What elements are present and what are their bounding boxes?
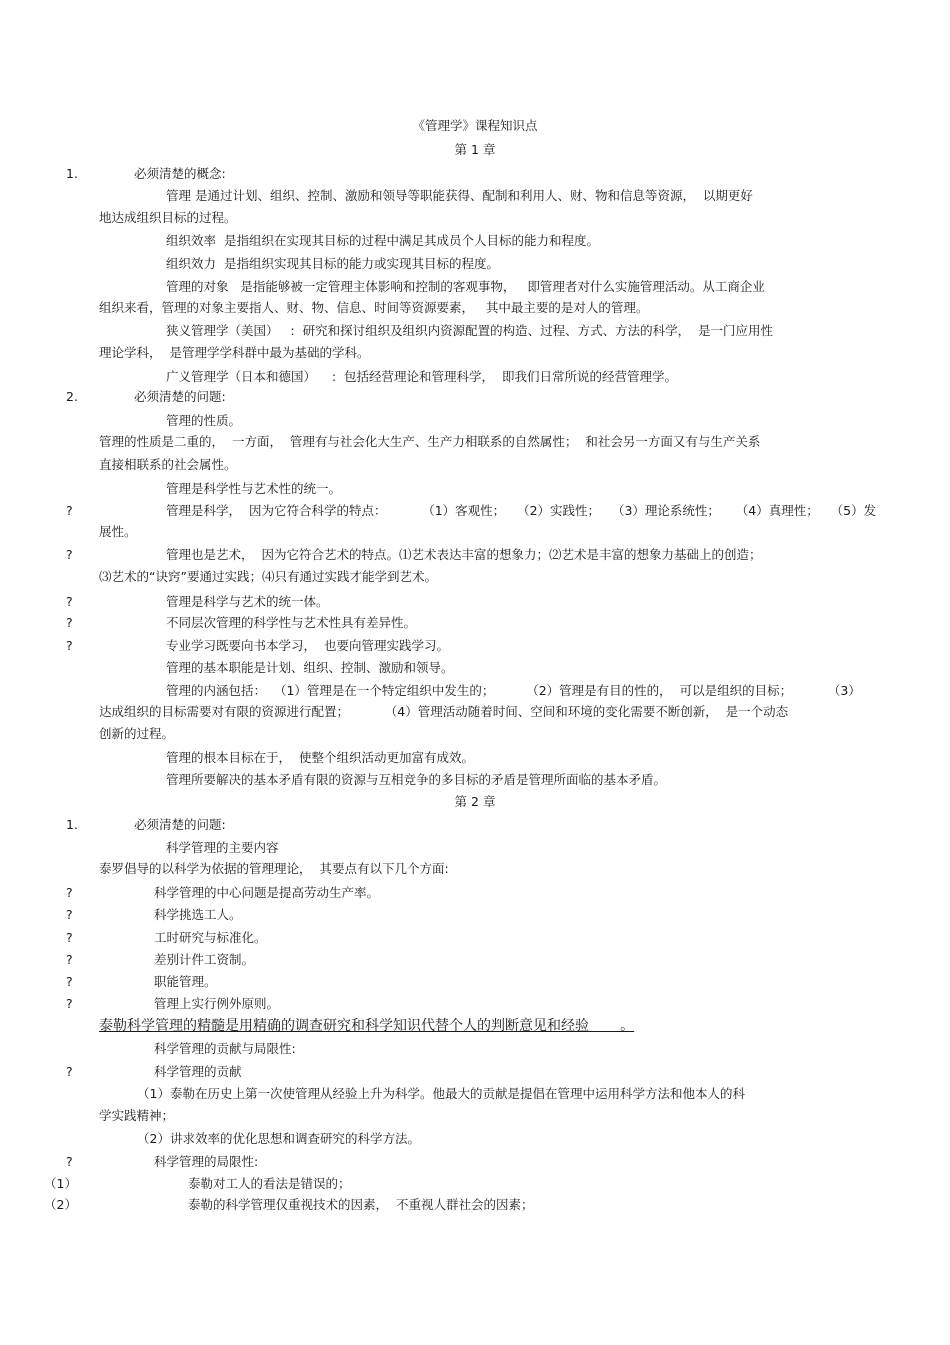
bullet-text: 不同层次管理的科学性与艺术性具有差异性。	[166, 615, 417, 630]
bullet-marker: ?	[66, 1064, 73, 1079]
list-item: 职能管理。	[154, 974, 217, 989]
section-number: 1.	[66, 166, 78, 181]
numbered-text: 泰勒的科学管理仅重视技术的因素， 不重视人群社会的因素；	[188, 1197, 534, 1212]
bullet-marker: ?	[66, 996, 73, 1011]
paragraph-line: 理论学科， 是管理学学科群中最为基础的学科。	[99, 345, 370, 360]
paragraph-line: 管理的性质。	[166, 413, 242, 428]
list-item: 差别计件工资制。	[154, 952, 255, 967]
paragraph-line: 组织来看，管理的对象主要指人、财、物、信息、时间等资源要素， 其中最主要的是对人的管理。	[99, 300, 649, 315]
bullet-text: 管理是科学与艺术的统一体。	[166, 594, 329, 609]
document-title: 《管理学》课程知识点	[412, 118, 538, 133]
section-title: 必须清楚的概念:	[134, 166, 226, 181]
section-title: 必须清楚的问题:	[134, 817, 226, 832]
paragraph-line: 组织效力 是指组织实现其目标的能力或实现其目标的程度。	[166, 256, 499, 271]
numbered-marker: （1）	[44, 1176, 77, 1191]
section-number: 2.	[66, 389, 78, 404]
bullet-marker: ?	[66, 615, 73, 630]
bullet-marker: ?	[66, 930, 73, 945]
list-item: 工时研究与标准化。	[154, 930, 267, 945]
list-item: 科学挑选工人。	[154, 907, 242, 922]
bullet-text: 专业学习既要向书本学习， 也要向管理实践学习。	[166, 638, 449, 653]
section-number: 1.	[66, 817, 78, 832]
paragraph-line: 管理 是通过计划、组织、控制、激励和领导等职能获得、配制和利用人、财、物和信息等资源， 以期更好	[166, 188, 753, 203]
underlined-statement: 泰勒科学管理的精髓是用精确的调查研究和科学知识代替个人的判断意见和经验 。	[99, 1018, 635, 1034]
bullet-text: 展性。	[99, 524, 137, 539]
list-item: 管理上实行例外原则。	[154, 996, 280, 1011]
paragraph-line: 直接相联系的社会属性。	[99, 457, 237, 472]
bullet-text: ⑶艺术的“诀窍”要通过实践；⑷只有通过实践才能学到艺术。	[99, 569, 437, 584]
bullet-marker: ?	[66, 974, 73, 989]
paragraph-line: 创新的过程。	[99, 726, 175, 741]
paragraph-line: （2）讲求效率的优化思想和调查研究的科学方法。	[137, 1131, 420, 1146]
paragraph-line: 泰罗倡导的以科学为依据的管理理论， 其要点有以下几个方面:	[99, 861, 449, 876]
paragraph-line: 管理的根本目标在于， 使整个组织活动更加富有成效。	[166, 750, 474, 765]
paragraph-line: 科学管理的主要内容	[166, 840, 279, 855]
paragraph-line: 地达成组织目标的过程。	[99, 210, 237, 225]
paragraph-line: 组织效率 是指组织在实现其目标的过程中满足其成员个人目标的能力和程度。	[166, 233, 599, 248]
paragraph-line: 管理的对象 是指能够被一定管理主体影响和控制的客观事物， 即管理者对什么实施管理活动。从工商企业	[166, 279, 765, 294]
bullet-marker: ?	[66, 638, 73, 653]
paragraph-line: 管理的基本职能是计划、组织、控制、激励和领导。	[166, 660, 454, 675]
paragraph-line: 广义管理学（日本和德国） : 包括经营理论和管理科学， 即我们日常所说的经营管理学。	[166, 369, 678, 384]
bullet-text: 管理是科学， 因为它符合科学的特点： （1）客观性； （2）实践性； （3）理论系统性； （4）真理性； （5）发	[166, 503, 877, 518]
bullet-text: 管理也是艺术， 因为它符合艺术的特点。⑴艺术表达丰富的想象力；⑵艺术是丰富的想象力基础上的创造；	[166, 547, 762, 562]
paragraph-line: 管理是科学性与艺术性的统一。	[166, 481, 342, 496]
paragraph-line: 管理的内涵包括： （1）管理是在一个特定组织中发生的； （2）管理是有目的性的， 可以是组织的目标； （3）	[166, 683, 861, 698]
paragraph-line: 学实践精神；	[99, 1108, 175, 1123]
bullet-text: 科学管理的局限性:	[154, 1154, 259, 1169]
section-title: 必须清楚的问题:	[134, 389, 226, 404]
paragraph-line: 达成组织的目标需要对有限的资源进行配置； （4）管理活动随着时间、空间和环境的变化需要不断创新， 是一个动态	[99, 704, 789, 719]
bullet-marker: ?	[66, 594, 73, 609]
bullet-marker: ?	[66, 885, 73, 900]
list-item: 科学管理的中心问题是提高劳动生产率。	[154, 885, 380, 900]
numbered-text: 泰勒对工人的看法是错误的；	[188, 1176, 351, 1191]
bullet-marker: ?	[66, 952, 73, 967]
chapter-2-heading: 第 2 章	[454, 794, 496, 809]
bullet-marker: ?	[66, 907, 73, 922]
paragraph-line: 管理所要解决的基本矛盾有限的资源与互相竞争的多目标的矛盾是管理所面临的基本矛盾。	[166, 772, 667, 787]
numbered-marker: （2）	[44, 1197, 77, 1212]
bullet-text: 科学管理的贡献	[154, 1064, 242, 1079]
bullet-marker: ?	[66, 547, 73, 562]
bullet-marker: ?	[66, 1154, 73, 1169]
paragraph-line: 狭义管理学（美国） : 研究和探讨组织及组织内资源配置的构造、过程、方式、方法的科学， 是一门应用性	[166, 323, 774, 338]
bullet-marker: ?	[66, 503, 73, 518]
paragraph-line: （1）泰勒在历史上第一次使管理从经验上升为科学。他最大的贡献是提倡在管理中运用科学方法和他本人的科	[137, 1086, 745, 1101]
paragraph-line: 管理的性质是二重的， 一方面， 管理有与社会化大生产、生产力相联系的自然属性； 和社会另一方面又有与生产关系	[99, 434, 761, 449]
chapter-1-heading: 第 1 章	[454, 142, 496, 157]
paragraph-line: 科学管理的贡献与局限性:	[154, 1041, 296, 1056]
